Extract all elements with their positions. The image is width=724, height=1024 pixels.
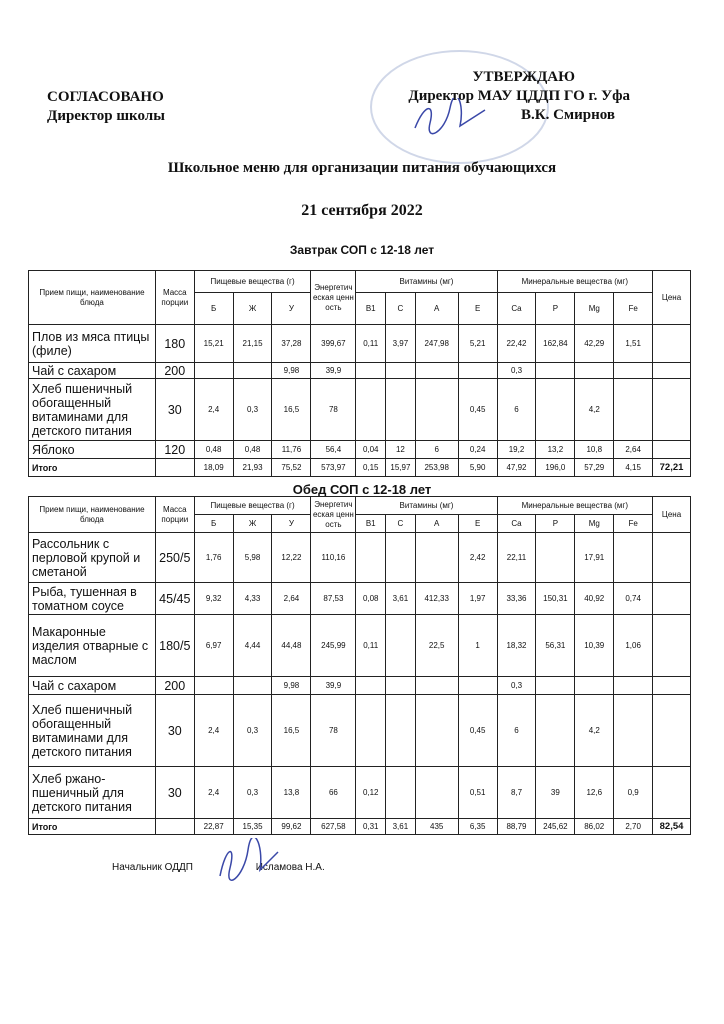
- cell-c: 3,61: [386, 583, 416, 615]
- total-zh: 15,35: [233, 819, 272, 835]
- cell-energy: 66: [311, 767, 356, 819]
- total-b1: 0,15: [356, 459, 386, 477]
- dish-mass: 200: [155, 677, 194, 695]
- cell-u: 13,8: [272, 767, 311, 819]
- header-minerals: Минеральные вещества (мг): [497, 271, 653, 293]
- header-vitamins: Витамины (мг): [356, 271, 497, 293]
- cell-a: 412,33: [415, 583, 458, 615]
- cell-b1: [356, 677, 386, 695]
- table-row: [29, 379, 691, 441]
- cell-energy: 39,9: [311, 677, 356, 695]
- cell-price: [653, 363, 691, 379]
- cell-c: [386, 363, 416, 379]
- header-price: Цена: [653, 271, 691, 325]
- dish-name: Хлеб пшеничный обогащенный витаминами для детского питания: [29, 379, 156, 441]
- cell-b: 2,4: [194, 379, 233, 441]
- cell-zh: [233, 363, 272, 379]
- dish-mass: 30: [155, 695, 194, 767]
- cell-c: [386, 533, 416, 583]
- cell-energy: 245,99: [311, 615, 356, 677]
- cell-mg: 17,91: [575, 533, 614, 583]
- agreed-block: [47, 88, 165, 126]
- dish-name: Рассольник с перловой крупой и сметаной: [29, 533, 156, 583]
- dish-name: Макаронные изделия отварные с маслом: [29, 615, 156, 677]
- total-a: 253,98: [415, 459, 458, 477]
- cell-ca: 18,32: [497, 615, 536, 677]
- table-row: [29, 615, 691, 677]
- table-row: [29, 533, 691, 583]
- cell-c: [386, 677, 416, 695]
- cell-u: 9,98: [272, 677, 311, 695]
- total-c: 15,97: [386, 459, 416, 477]
- cell-e: 2,42: [458, 533, 497, 583]
- cell-mg: [575, 677, 614, 695]
- cell-ca: 22,42: [497, 325, 536, 363]
- cell-price: [653, 695, 691, 767]
- cell-b1: 0,08: [356, 583, 386, 615]
- header-meal: Прием пищи, наименование блюда: [29, 497, 156, 533]
- cell-a: [415, 767, 458, 819]
- header-fe: Fe: [614, 293, 653, 325]
- header-p: P: [536, 515, 575, 533]
- total-b1: 0,31: [356, 819, 386, 835]
- table-row: [29, 695, 691, 767]
- total-b: 22,87: [194, 819, 233, 835]
- cell-e: [458, 363, 497, 379]
- footer-position: Начальник ОДДП: [112, 862, 193, 873]
- dish-name: Чай с сахаром: [29, 363, 156, 379]
- cell-mg: 4,2: [575, 379, 614, 441]
- header-e: Е: [458, 293, 497, 325]
- total-b: 18,09: [194, 459, 233, 477]
- cell-e: [458, 677, 497, 695]
- dish-mass: 180/5: [155, 615, 194, 677]
- dish-name: Рыба, тушенная в томатном соусе: [29, 583, 156, 615]
- header-ca: Ca: [497, 293, 536, 325]
- total-ca: 47,92: [497, 459, 536, 477]
- header-mass: Масса порции: [155, 497, 194, 533]
- cell-e: 1: [458, 615, 497, 677]
- total-u: 75,52: [272, 459, 311, 477]
- header-mg: Mg: [575, 293, 614, 325]
- dish-mass: 30: [155, 767, 194, 819]
- cell-energy: 399,67: [311, 325, 356, 363]
- cell-u: 9,98: [272, 363, 311, 379]
- header-ca: Ca: [497, 515, 536, 533]
- header-vitamins: Витамины (мг): [356, 497, 497, 515]
- cell-zh: 21,15: [233, 325, 272, 363]
- cell-energy: 87,53: [311, 583, 356, 615]
- header-p: P: [536, 293, 575, 325]
- cell-c: [386, 615, 416, 677]
- header-nutrients: Пищевые вещества (г): [194, 271, 311, 293]
- cell-a: [415, 695, 458, 767]
- header-mg: Mg: [575, 515, 614, 533]
- agreed-label: СОГЛАСОВАНО: [47, 89, 164, 105]
- total-e: 6,35: [458, 819, 497, 835]
- cell-c: 12: [386, 441, 416, 459]
- cell-zh: 0,3: [233, 379, 272, 441]
- cell-mg: 40,92: [575, 583, 614, 615]
- dish-mass: 120: [155, 441, 194, 459]
- cell-c: [386, 379, 416, 441]
- cell-zh: 4,33: [233, 583, 272, 615]
- dish-mass: 180: [155, 325, 194, 363]
- cell-b: 9,32: [194, 583, 233, 615]
- cell-fe: 0,9: [614, 767, 653, 819]
- cell-ca: 6: [497, 379, 536, 441]
- cell-p: 39: [536, 767, 575, 819]
- cell-fe: 0,74: [614, 583, 653, 615]
- cell-u: 2,64: [272, 583, 311, 615]
- cell-e: 1,97: [458, 583, 497, 615]
- header-a: А: [415, 515, 458, 533]
- cell-a: 247,98: [415, 325, 458, 363]
- total-c: 3,61: [386, 819, 416, 835]
- cell-ca: 0,3: [497, 363, 536, 379]
- total-p: 196,0: [536, 459, 575, 477]
- cell-fe: 2,64: [614, 441, 653, 459]
- cell-zh: 0,3: [233, 695, 272, 767]
- cell-a: 6: [415, 441, 458, 459]
- approved-director-title: Директор МАУ ЦДДП ГО г. Уфа: [408, 88, 630, 104]
- table-row: [29, 363, 691, 379]
- header-zh: Ж: [233, 293, 272, 325]
- cell-p: [536, 379, 575, 441]
- cell-e: 0,45: [458, 695, 497, 767]
- cell-fe: 1,51: [614, 325, 653, 363]
- document-date: 21 сентября 2022: [301, 202, 423, 219]
- cell-ca: 8,7: [497, 767, 536, 819]
- total-label: Итого: [29, 459, 156, 477]
- cell-c: 3,97: [386, 325, 416, 363]
- cell-mg: 4,2: [575, 695, 614, 767]
- header-mass: Масса порции: [155, 271, 194, 325]
- cell-energy: 110,16: [311, 533, 356, 583]
- table-row: [29, 767, 691, 819]
- cell-b1: 0,12: [356, 767, 386, 819]
- cell-b1: [356, 363, 386, 379]
- total-u: 99,62: [272, 819, 311, 835]
- header-b1: В1: [356, 515, 386, 533]
- cell-price: [653, 441, 691, 459]
- cell-p: 162,84: [536, 325, 575, 363]
- total-p: 245,62: [536, 819, 575, 835]
- cell-price: [653, 533, 691, 583]
- cell-energy: 78: [311, 695, 356, 767]
- total-zh: 21,93: [233, 459, 272, 477]
- cell-b1: 0,11: [356, 325, 386, 363]
- total-row: [29, 459, 691, 477]
- cell-a: [415, 379, 458, 441]
- cell-e: 0,51: [458, 767, 497, 819]
- table-row: [29, 677, 691, 695]
- cell-p: 13,2: [536, 441, 575, 459]
- cell-fe: [614, 379, 653, 441]
- header-price: Цена: [653, 497, 691, 533]
- total-energy: 627,58: [311, 819, 356, 835]
- total-row: [29, 819, 691, 835]
- cell-price: [653, 615, 691, 677]
- cell-c: [386, 695, 416, 767]
- cell-ca: 19,2: [497, 441, 536, 459]
- total-a: 435: [415, 819, 458, 835]
- approved-label: УТВЕРЖДАЮ: [472, 69, 575, 85]
- header-c: С: [386, 515, 416, 533]
- cell-price: [653, 583, 691, 615]
- cell-energy: 39,9: [311, 363, 356, 379]
- cell-u: 37,28: [272, 325, 311, 363]
- cell-p: [536, 677, 575, 695]
- dish-mass: 250/5: [155, 533, 194, 583]
- cell-zh: 0,3: [233, 767, 272, 819]
- header-meal: Прием пищи, наименование блюда: [29, 271, 156, 325]
- cell-energy: 56,4: [311, 441, 356, 459]
- cell-price: [653, 325, 691, 363]
- total-price: 72,21: [653, 459, 691, 477]
- cell-c: [386, 767, 416, 819]
- cell-fe: [614, 363, 653, 379]
- cell-b: 0,48: [194, 441, 233, 459]
- cell-b: [194, 677, 233, 695]
- cell-p: [536, 695, 575, 767]
- header-b: Б: [194, 515, 233, 533]
- cell-b: 2,4: [194, 695, 233, 767]
- total-e: 5,90: [458, 459, 497, 477]
- cell-fe: 1,06: [614, 615, 653, 677]
- total-label: Итого: [29, 819, 156, 835]
- total-mg: 57,29: [575, 459, 614, 477]
- header-fe: Fe: [614, 515, 653, 533]
- cell-mg: 10,39: [575, 615, 614, 677]
- cell-zh: 0,48: [233, 441, 272, 459]
- cell-mg: 10,8: [575, 441, 614, 459]
- cell-a: [415, 363, 458, 379]
- table-row: [29, 441, 691, 459]
- cell-mg: [575, 363, 614, 379]
- cell-a: [415, 677, 458, 695]
- cell-price: [653, 677, 691, 695]
- header-u: У: [272, 515, 311, 533]
- cell-p: [536, 363, 575, 379]
- cell-b: 1,76: [194, 533, 233, 583]
- cell-mg: 12,6: [575, 767, 614, 819]
- lunch-title: Обед СОП с 12-18 лет: [292, 482, 432, 497]
- cell-b: 15,21: [194, 325, 233, 363]
- cell-fe: [614, 533, 653, 583]
- cell-b1: 0,04: [356, 441, 386, 459]
- cell-mg: 42,29: [575, 325, 614, 363]
- dish-mass: 200: [155, 363, 194, 379]
- cell-u: 16,5: [272, 379, 311, 441]
- cell-p: 150,31: [536, 583, 575, 615]
- total-fe: 4,15: [614, 459, 653, 477]
- header-b1: В1: [356, 293, 386, 325]
- breakfast-title: Завтрак СОП с 12-18 лет: [289, 243, 435, 257]
- cell-u: 12,22: [272, 533, 311, 583]
- breakfast-table: [28, 270, 691, 477]
- cell-b1: [356, 533, 386, 583]
- cell-price: [653, 767, 691, 819]
- cell-ca: 22,11: [497, 533, 536, 583]
- dish-name: Плов из мяса птицы (филе): [29, 325, 156, 363]
- cell-price: [653, 379, 691, 441]
- dish-mass: 45/45: [155, 583, 194, 615]
- total-ca: 88,79: [497, 819, 536, 835]
- cell-ca: 0,3: [497, 677, 536, 695]
- cell-e: 0,24: [458, 441, 497, 459]
- cell-fe: [614, 677, 653, 695]
- document-title: Школьное меню для организации питания обучающихся: [167, 160, 557, 176]
- header-u: У: [272, 293, 311, 325]
- cell-a: [415, 533, 458, 583]
- total-fe: 2,70: [614, 819, 653, 835]
- total-mass: [155, 819, 194, 835]
- approved-director-name: В.К. Смирнов: [520, 107, 615, 123]
- cell-b: 2,4: [194, 767, 233, 819]
- total-mg: 86,02: [575, 819, 614, 835]
- dish-name: Хлеб ржано-пшеничный для детского питания: [29, 767, 156, 819]
- table-row: [29, 583, 691, 615]
- dish-name: Яблоко: [29, 441, 156, 459]
- cell-e: 5,21: [458, 325, 497, 363]
- cell-u: 16,5: [272, 695, 311, 767]
- cell-b: 6,97: [194, 615, 233, 677]
- cell-b1: 0,11: [356, 615, 386, 677]
- table-row: [29, 325, 691, 363]
- header-e: Е: [458, 515, 497, 533]
- cell-e: 0,45: [458, 379, 497, 441]
- header-nutrients: Пищевые вещества (г): [194, 497, 311, 515]
- director-signature: [410, 98, 490, 138]
- cell-u: 11,76: [272, 441, 311, 459]
- header-minerals: Минеральные вещества (мг): [497, 497, 653, 515]
- cell-zh: [233, 677, 272, 695]
- cell-fe: [614, 695, 653, 767]
- cell-ca: 6: [497, 695, 536, 767]
- cell-zh: 5,98: [233, 533, 272, 583]
- footer-signature: [212, 838, 282, 883]
- header-energy: Энергетическая ценность: [311, 271, 356, 325]
- total-energy: 573,97: [311, 459, 356, 477]
- cell-energy: 78: [311, 379, 356, 441]
- cell-p: 56,31: [536, 615, 575, 677]
- header-a: А: [415, 293, 458, 325]
- cell-p: [536, 533, 575, 583]
- dish-name: Чай с сахаром: [29, 677, 156, 695]
- header-c: С: [386, 293, 416, 325]
- cell-b1: [356, 695, 386, 767]
- lunch-table: [28, 496, 691, 835]
- header-b: Б: [194, 293, 233, 325]
- agreed-director: Директор школы: [47, 108, 165, 124]
- cell-a: 22,5: [415, 615, 458, 677]
- header-zh: Ж: [233, 515, 272, 533]
- cell-b: [194, 363, 233, 379]
- header-energy: Энергетическая ценность: [311, 497, 356, 533]
- cell-zh: 4,44: [233, 615, 272, 677]
- dish-name: Хлеб пшеничный обогащенный витаминами для детского питания: [29, 695, 156, 767]
- cell-ca: 33,36: [497, 583, 536, 615]
- cell-b1: [356, 379, 386, 441]
- footer-name: Исламова Н.А.: [255, 862, 325, 873]
- cell-u: 44,48: [272, 615, 311, 677]
- total-mass: [155, 459, 194, 477]
- total-price: 82,54: [653, 819, 691, 835]
- dish-mass: 30: [155, 379, 194, 441]
